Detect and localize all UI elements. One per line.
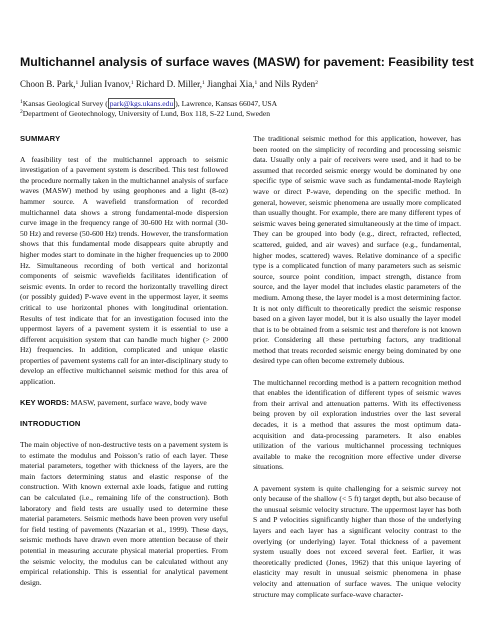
introduction-text: The main objective of non-destructive tests on a pavement system is to estimate the modulus and Poisson’s ratio of each layer. These material parameters, together with thickness of the layers, are the main factors determining status and elastic response of the construction. With known external axle loads, fatigue and rutting can be calculated (i.e., remaining life of the construction). Both laboratory and field tests are usually used to determine these material parameters. Seismic methods have been proven very useful for field testing of pavements (Nazarian et al., 1999). These days, seismic methods have drawn even more attention because of their potential in measuring accurate physical material properties. From the seismic velocity, the modulus can be calculated without any empirical relationship. This is essential for analytical pavement design. xyxy=(20,440,228,587)
introduction-heading: INTRODUCTION xyxy=(20,419,81,429)
affil-marker: 2 xyxy=(315,80,318,86)
affiliation-1-prefix: Kansas Geological Survey ( xyxy=(22,99,108,108)
left-column xyxy=(20,134,228,599)
author-park: Choon B. Park, xyxy=(20,79,76,89)
author-ryden: and Nils Ryden xyxy=(257,79,316,89)
affil-marker: 1 xyxy=(130,80,134,86)
keywords-label: KEY WORDS: xyxy=(20,398,69,408)
summary-text: A feasibility test of the multichannel approach to seismic investigation of a pavement system is described. This test followed the procedure normally taken in the multichannel analysis of surface waves (MASW) method by using geophones and a light (8-oz) hammer source. A wavefield transformation of recorded multichannel data shows a strong fundamental-mode dispersion curve image in the frequency range of 30-600 Hz with normal (30-50 Hz) and reverse (50-600 Hz) trends. However, the transformation shows that this fundamental mode disappears quite abruptly and higher modes start to dominate in the higher frequencies up to 2000 Hz. Simultaneous recording of both vertical and horizontal components of seismic wavefields facilitates identification of seismic events. In order to record the horizontally travelling direct (or possibly guided) P-wave event in the uppermost layer, it seems critical to use horizontal phones with longitudinal orientation. Results of test indicate that for an investigation focused into the uppermost layers of a pavement system it is essential to use a different acquisition system that can handle much higher (> 2000 Hz) frequencies. In addition, complicated and unique elastic properties of pavement systems call for an inter-disciplinary study to develop an effective multichannel seismic method for this area of application. xyxy=(20,154,228,387)
paper-title: Multichannel analysis of surface waves (MASW) for pavement: Feasibility test xyxy=(20,55,474,69)
affiliation-2-text: Department of Geotechnology, University of Lund, Box 118, S-22 Lund, Sweden xyxy=(22,109,270,118)
affil-marker: 2 xyxy=(20,109,23,115)
body-paragraph-2: The multichannel recording method is a pattern recognition method that enables the identification of different types of seismic waves from their arrival and attenuation patterns. With its effectiveness being proven by oil exploration industries over the last several decades, it is a method that assures the most optimum data-acquisition and data-processing parameters. It also enables utilization of the various multichannel processing techniques available to make the recognition more effective under diverse situations. xyxy=(253,377,461,472)
keywords-text: MASW, pavement, surface wave, body wave xyxy=(68,398,207,408)
author-ivanov: Julian Ivanov, xyxy=(78,79,131,89)
right-column xyxy=(253,134,461,611)
summary-heading: SUMMARY xyxy=(20,134,61,143)
body-paragraph-1: The traditional seismic method for this application, however, has been rooted on the simplicity of recording and processing seismic data. Usually only a pair of receivers were used, and it had to be assumed that recorded seismic energy would be dominated by one specific type of seismic wave such as fundamental-mode Rayleigh wave or direct P-wave, depending on the specific method. In general, however, seismic phenomena are usually more complicated than usually thought. For example, there are many different types of seismic waves being generated simultaneously at the time of impact. They can be grouped into body (e.g., direct, refracted, reflected, scattered, guided, and air waves) and surface (e.g., fundamental, higher modes, scattered) waves. Relative dominance of a specific type is a complicated function of many parameters such as seismic source, source point condition, impact strength, distance from source, and the layer model that includes elastic parameters of the medium. Among these, the layer model is a most determining factor. It is not only difficult to theoretically predict the seismic response based on a given layer model, but it is also usually the layer model that is to be obtained from a seismic test and therefore is not known prior. Considering all these perturbing factors, any traditional method that treats recorded seismic energy being dominated by one desired type can often become extremely dubious. xyxy=(253,134,461,366)
affiliation-2 xyxy=(20,109,270,119)
affil-marker: 1 xyxy=(254,80,258,86)
body-paragraph-3: A pavement system is quite challenging for a seismic survey not only because of the shallow (< 5 ft) target depth, but also because of the unusual seismic velocity structure. The uppermost layer has both S and P velocities significantly higher than those of the underlying layers and each layer has a significant velocity contrast to the overlying (or underlying) layer. Total thickness of a pavement system usually does not exceed several feet. Earlier, it was theoretically predicted (Jones, 1962) that this unique layering of elasticity may result in unusual seismic phenomena in phase velocity and attenuation of surface waves. The unique velocity structure may complicate surface-wave character- xyxy=(253,483,461,599)
affiliation-1-suffix: ), Lawrence, Kansas 66047, USA xyxy=(175,99,278,108)
email-link[interactable]: park@kgs.ukans.edu xyxy=(109,99,174,108)
keywords xyxy=(20,398,228,409)
author-xia: Jianghai Xia, xyxy=(204,79,255,89)
affil-marker: 1 xyxy=(20,99,23,105)
author-miller: Richard D. Miller, xyxy=(133,79,203,89)
affil-marker: 1 xyxy=(75,80,79,86)
affiliation-1 xyxy=(20,99,277,109)
affil-marker: 1 xyxy=(202,80,205,86)
author-line xyxy=(20,79,318,89)
